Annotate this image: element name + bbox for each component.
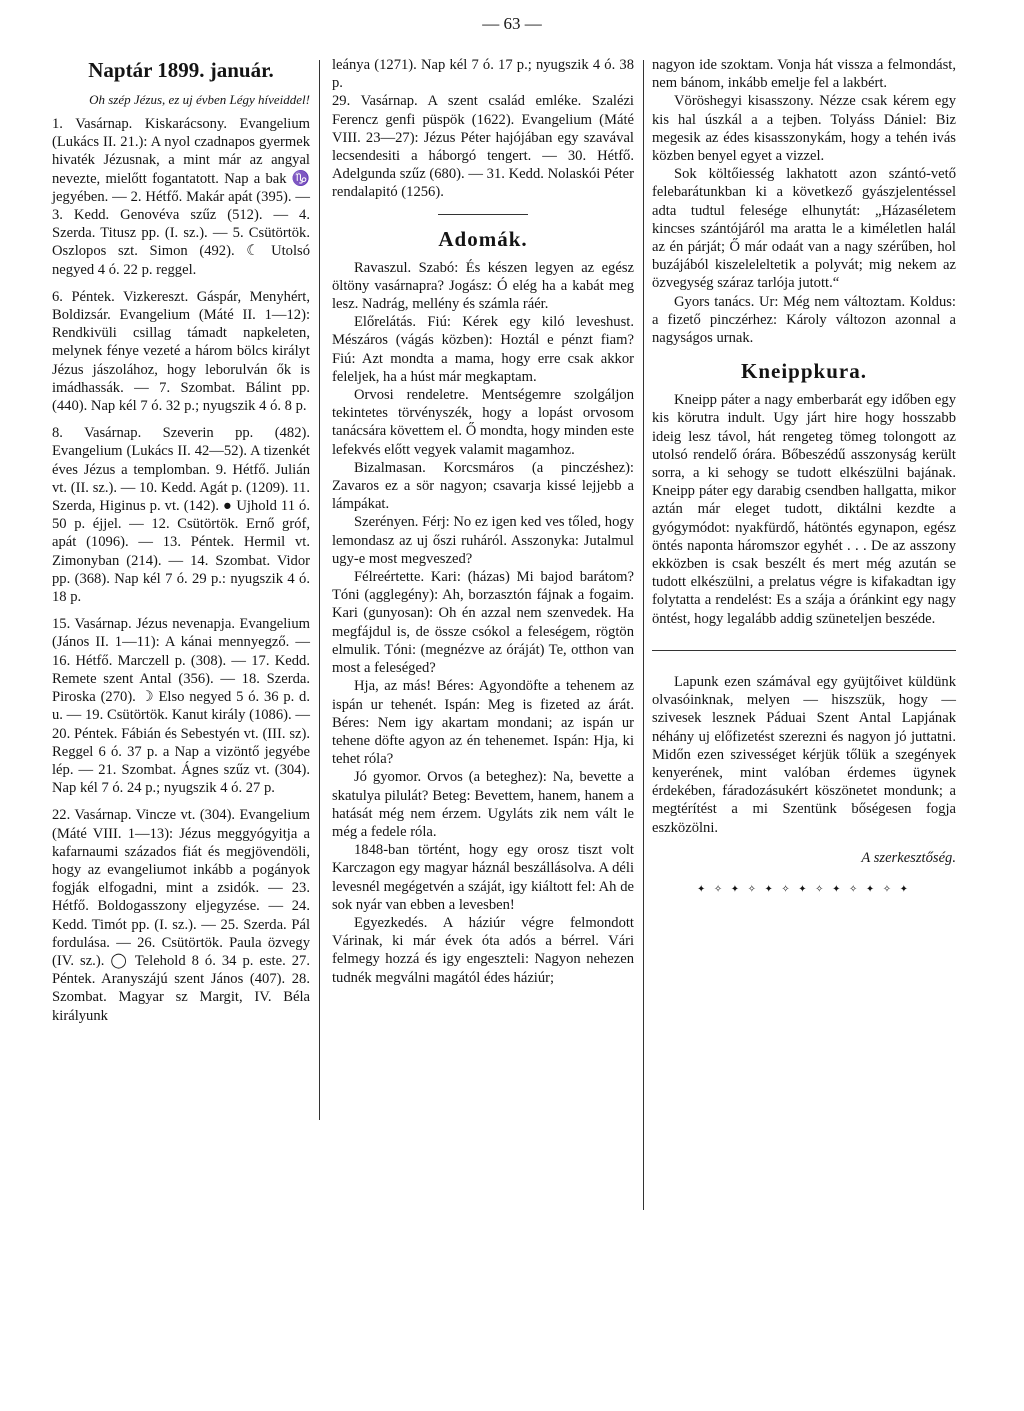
- anecdote: Egyezkedés. A háziúr végre felmondott Várinak, ki már évek óta adós a bérrel. Vári felmegy hozzá és igy engeszteli: Nagyon nehezen tudnék megválni magától édes háziúr;: [332, 914, 634, 986]
- calendar-week-4: 15. Vasárnap. Jézus nevenapja. Evangelium (János II. 1—11): A kánai mennyegző. — 16. Hétfő. Marczell p. (308). — 17. Kedd. Remete szent Antal (356). — 18. Szerda. Piroska (270). ☽ Elso negyed 5 ó. 36 p. d. u. — 19. Csütörtök. Kanut király (1086). — 20. Péntek. Fábián és Sebestyén vt. (III. sz). Reggel 6 ó. 37 p. a Nap a vizöntő jegyébe lép. — 21. Szombat. Ágnes szűz vt. (304). Nap kél 7 ó. 24 p.; nyugszik 4 ó. 27 p.: [52, 616, 310, 797]
- kneipp-title: Kneippkura.: [741, 359, 867, 384]
- section-rule: [438, 214, 528, 215]
- anecdote: Szerényen. Férj: No ez igen ked ves tőled, hogy lemondasz az uj őszi ruháról. Asszonyka: Jutalmul ugy-e most megveszed?: [332, 514, 634, 567]
- anecdotes-title: Adomák.: [438, 226, 528, 251]
- calendar-week-2: 6. Péntek. Vizkereszt. Gáspár, Menyhért, Boldizsár. Evangelium (Máté II. 1—12): Rendkivüli csillag támadt napkeleten, melynek fénye vezeté a három bölcs királyt Jézus jászolához, hogy leborulván ők is imádhassák. — 7. Szombat. Bálint pp. (440). Nap kél 7 ó. 32 p.; nyugszik 4 ó. 8 p.: [52, 288, 310, 415]
- anecdote-continuation: nagyon ide szoktam. Vonja hát vissza a felmondást, nem bánom, inkább emelje fel a lakbért.: [652, 57, 956, 92]
- anecdotes-column: [332, 56, 634, 987]
- column-divider-1: [319, 60, 320, 1120]
- right-column: [652, 56, 956, 899]
- calendar-week-5: 22. Vasárnap. Vincze vt. (304). Evangelium (Máté VIII. 1—13): Jézus meggyógyitja a kafarnaumi százados fiát és megjövendöli, hogy az evangeliumot inkább a pogányok fogják elfogadni, mint a zsidók. — 23. Hétfő. Boldogasszony eljegyzése. — 24. Kedd. Timót pp. (I. sz.). — 25. Szerda. Pál fordulása. — 26. Csütörtök. Paula özvegy (IV. sz.). ◯ Telehold 8 ó. 34 p. este. 27. Péntek. Aranyszájú szent János (407). 28. Szombat. Magyar sz Margit, IV. Béla királyunk: [52, 807, 310, 1024]
- calendar-week-3: 8. Vasárnap. Szeverin pp. (482). Evangelium (Lukács II. 42—52). A tizenkét éves Jézus a templomban. 9. Hétfő. Julián vt. (II. sz.). — 10. Kedd. Agát p. (1209). 11. Szerda, Higinus p. vt. (142). ● Ujhold 11 ó. 50 p. éjjel. — 12. Csütörtök. Ernő gróf, apát (1096). — 13. Péntek. Hermil vt. Zimonyban (214). — 14. Szombat. Vidor pp. (368). Nap kél 7 ó. 29 p.: nyugszik 4 ó. 18 p.: [52, 425, 310, 606]
- ornament-divider: ✦ ✧ ✦ ✧ ✦ ✧ ✦ ✧ ✦ ✧ ✦ ✧ ✦: [697, 883, 911, 895]
- column-divider-2: [643, 60, 644, 1210]
- notice-rule: [652, 650, 956, 651]
- anecdote: Vöröshegyi kisasszony. Nézze csak kérem egy kis hal úszkál a a tejben. Tolyáss Dániel: Biz megesik az édes kisasszonykám, hogy a tehén ivás közben benyel egyet a vizzel.: [652, 93, 956, 165]
- anecdote: 1848-ban történt, hogy egy orosz tiszt volt Karczagon egy magyar háznál beszállásolva. A déli levesnél megégetvén a száját, igy kiáltott fel: Ah de sok nyár van ebben a levesben!: [332, 842, 634, 913]
- calendar-title: Naptár 1899. január.: [88, 58, 274, 82]
- anecdote: Hja, az más! Béres: Agyondöfte a tehenem az ispán ur tehenét. Ispán: Meg is fizeted az árát. Béres: Nem igy akartam mondani; az ispán ur tehene döfte agyon az én tehenemet. Ispán: Hja, ki tehet róla?: [332, 678, 634, 768]
- editor-notice: Lapunk ezen számával egy gyüjtőivet küldünk olvasóinknak, melyen — hiszszük, hogy — szivesek lesznek Páduai Szent Antal Lapjának néhány uj előfizetést szerezni és nagyon jó juttatni. Midőn ezen szivességet kérjük tőlük a szegények kenyerének, mint valóban érdemes ügynek érdekében, fáradozásukért köszönetet mondunk; a megtérítést a mi Szentünk bőségesen fogja eszközölni.: [652, 673, 956, 836]
- anecdote: Gyors tanács. Ur: Még nem változtam. Koldus: a fizető pinczérhez: Károly változon azonnal a nagyságos urnak.: [652, 293, 956, 347]
- kneipp-story: Kneipp páter a nagy emberbarát egy időben egy kis körutra indult. Ugy járt hire hogy hosszabb ideig lesz távol, hát rengeteg tömeg tolongott az utolsó rendelő órára. Bőbeszédű asszonyság került sorra, a ki sehogy se tudott elkészülni bajának. Kneipp páter egy darabig csendben hallgatta, mikor aztán már eleget tudott, diktálni kezdte a gyógymódot: nyakfürdő, hátöntés egynapon, egész öntés naponta háromszor egyhét . . . De az asszony ekközben is csak beszélt és mert még azután se tudott elkészülni, a prelatus végre is kifakadtan igy folytatta a rendelést: Es a szája a óránkint egy nagy öntést, hogy legalább addig szüneteljen beszéde.: [652, 392, 956, 627]
- anecdote: Bizalmasan. Korcsmáros (a pinczéshez): Zavaros ez a sör nagyon; csavarja kissé lejjebb a lámpákat.: [332, 459, 634, 513]
- calendar-continuation: leánya (1271). Nap kél 7 ó. 17 p.; nyugszik 4 ó. 38 p.: [332, 57, 634, 92]
- calendar-column: [52, 56, 310, 1025]
- anecdote: Félreértette. Kari: (házas) Mi bajod barátom? Tóni (agglegény): Ah, borzasztón fájnak a fogaim. Kari (gunyosan): Oh én azzal nem szenvedek. Ha megfájdul is, de össze csókol a feleségem, rögtön elmulik. Tóni: (megnézve az óráját) Te, otthon van most a feleséged?: [332, 569, 634, 677]
- anecdote: Orvosi rendeletre. Mentségemre szolgáljon tekintetes törvényszék, hogy a lopást orvosom tanácsára követtem el. Ő mondta, hogy minden este lefekvés előtt vegyek valamit magamhoz.: [332, 387, 634, 458]
- motto: Oh szép Jézus, ez uj évben Légy híveiddel!: [89, 92, 310, 107]
- anecdote: Sok költőiesség lakhatott azon szántó-vető felebarátunkban ki a következő gyászjelentéssel adta tudtul felesége elhunytát: „Házaséletem kincses szántójáról ma aratta le a kiméletlen halál az én párját; Ő már odaát van a nagy szérűben, hol buzájából kiszeleleltetik a polyvát; mig nekem az özvegység száraz tarlója jutott.“: [652, 166, 956, 292]
- anecdote: Jó gyomor. Orvos (a beteghez): Na, bevette a skatulya pilulát? Beteg: Bevettem, hanem, hanem a hatását még nem érzem. Ugyláts zik nem vált le még a fedele róla.: [332, 769, 634, 840]
- page-number: — 63 —: [482, 14, 542, 33]
- anecdote: Előrelátás. Fiú: Kérek egy kiló leveshust. Mészáros (vágás közben): Hoztál e pénzt fiam? Fiú: Azt mondta a mama, hogy erre csak akkor feleljek, ha a húst már megkaptam.: [332, 314, 634, 385]
- calendar-week-1: 1. Vasárnap. Kiskarácsony. Evangelium (Lukács II. 21.): A nyol czadnapos gyermek hivaték Jézusnak, a mint már az angyal nevezte, mielőtt fogantatott. Nap a bak ♑ jegyében. — 2. Hétfő. Makár apát (395). — 3. Kedd. Genovéva szűz (512). — 4. Szerda. Titusz pp. (I. sz.). — 5. Csütörtök. Oszlopos szt. Simon (492). ☾ Utolsó negyed 4 ó. 22 p. reggel.: [52, 116, 310, 278]
- calendar-week-6: 29. Vasárnap. A szent család emléke. Szalézi Ferencz genfi püspök (1622). Evangelium (Máté VIII. 23—27): Jézus Péter hajójában egy szavával lecsendesiti a háborgó tengert. — 30. Hétfő. Adelgunda szűz (680). — 31. Kedd. Nolaskói Péter rendalapitó (1256).: [332, 93, 634, 201]
- editor-signature: A szerkesztőség.: [861, 849, 956, 866]
- anecdote: Ravaszul. Szabó: És készen legyen az egész öltöny vasárnapra? Jogász: Ó elég ha a kabát meg lesz. Nadrág, mellény és számla ráér.: [332, 259, 634, 313]
